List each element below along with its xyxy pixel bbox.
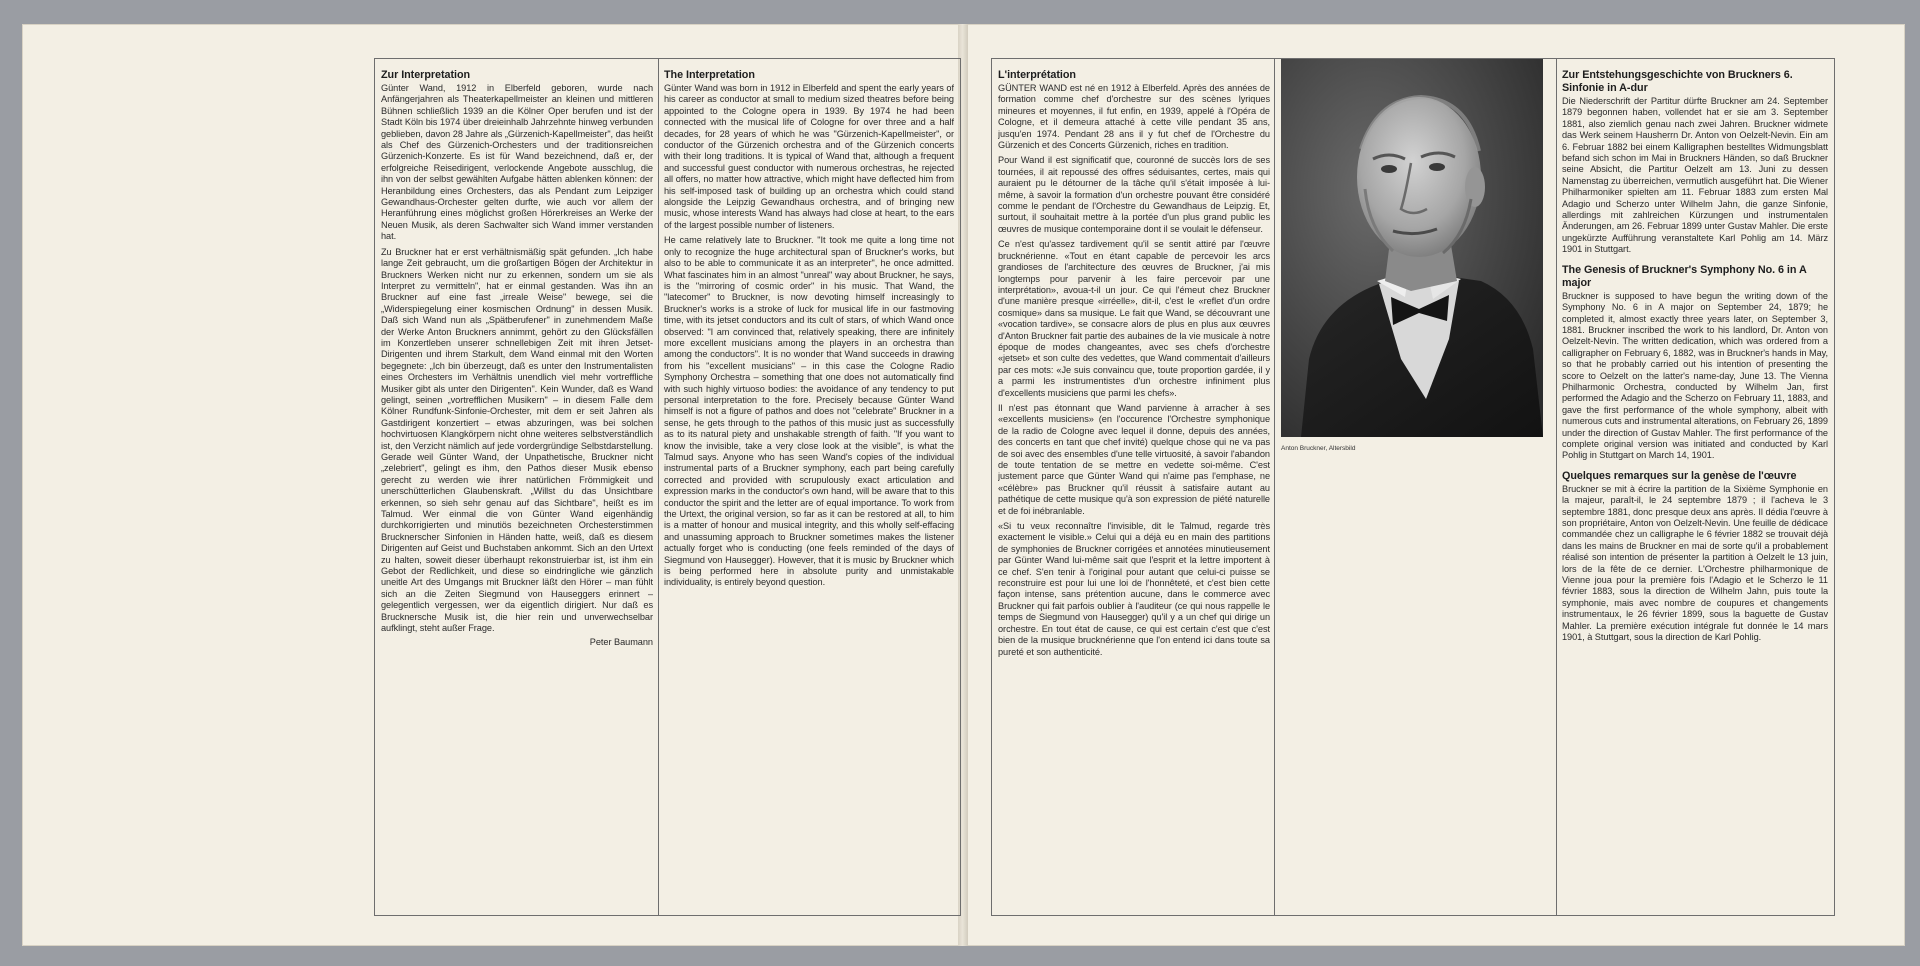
paragraph: Günter Wand, 1912 in Elberfeld geboren, wurde nach Anfängerjahren als Theaterkapellmeister an kleinen und mittleren Bühnen schließlich 1939 an die Kölner Oper berufen und ist der Stadt Köln bis 1974 über dreieinhalb Jahrzehnte hinweg verbunden geblieben, davon 28 Jahre als „Gürzenich-Kapellmeister", das heißt als Chef des Gürzenich-Orchesters und der traditionsreichen Gürzenich-Konzerte. Es ist für Wand bezeichnend, daß er, der erfolgreiche Reisedirigent, verlockende Angebote ausschlug, die ihn von der selbst gewählten Aufgabe hätten ablenken können: der Heranbildung eines Orchesters, das als Pendant zum Leipziger Gewandhaus-Orchester gelten durfte, wie auch vor allem der Heranführung eines möglichst großen Hörerkreises an Werke der Neuen Musik, als deren Sachwalter sich Wand immer verstanden hat.	[381, 83, 653, 242]
paragraph: He came relatively late to Bruckner. "It took me quite a long time not only to recognize the huge architectural span of Bruckner's works, but also to be able to communicate it as an interpreter", he once admitted. What fascinates him in an almost "unreal" way about Bruckner, he says, is the "mirroring of cosmic order" in his music. That Wand, the "latecomer" to Bruckner, is now devoting himself increasingly to Bruckner's works is a stroke of luck for musical life in our fastmoving time, with its jetset conductors and its cult of stars, of which Wand once observed: "I am convinced that, relatively speaking, there are infinitely more excellent musicians among the players in an orchestra than among the conductors". It is no wonder that Wand succeeds in drawing from his "excellent musicians" – in this case the Cologne Radio Symphony Orchestra – something that one does not automatically find with such highly virtuoso bodies: the avoidance of any tendency to put personal interpretation to the fore. Precisely because Günter Wand himself is not a figure of pathos and does not "celebrate" Bruckner in a sense, he gets through to the pathos of this music just as successfully as to its natural piety and unshakable strength of faith. "If you want to know the invisible, take a very close look at the visible", is what the Talmud says. Anyone who has seen Wand's copies of the individual instrumental parts of a Bruckner symphony, each part being carefully corrected and provided with scrupulously exact articulation and expression marks in the conductor's own hand, will be aware that to this conductor the spirit and the letter are of equal importance. To work from the Urtext, the original version, so far as it can be restored at all, to him is a matter of honour and musical integrity, and this wholly self-effacing and unassuming approach to Bruckner sometimes makes the listener actually forget who is conducting (one feels reminded of the days of Siegmund von Hausegger). However, that it is music by Bruckner which is being performed here in absolute purity and unmistakable individuality, is entirely beyond question.	[664, 235, 954, 588]
photo-column	[1275, 59, 1556, 915]
section-title: Zur Interpretation	[381, 69, 471, 81]
portrait-illustration	[1281, 59, 1543, 437]
paragraph: Günter Wand was born in 1912 in Elberfeld and spent the early years of his career as conductor at small to medium sized theatres before being appointed to the Cologne opera in 1939. By 1974 he had been connected with the musical life of Cologne for over three and a half decades, for 28 years of which he was "Gürzenich-Kapellmeister", or conductor of the Gürzenich orchestra and of the Gürzenich concerts with their long traditions. It is typical of Wand that, although a frequent and successful guest conductor with numerous orchestras, he rejected all offers, no matter how attractive, which might have deflected him from his self-imposed task of building up an orchestra which could stand alongside the Leipzig Gewandhaus orchestra, and of bringing new music, whose interests Wand has always had close at heart, to the ears of the largest possible number of listeners.	[664, 83, 954, 230]
column-divider	[658, 59, 659, 915]
section-title-genesis-de: Zur Entstehungsgeschichte von Bruckners 6. Sinfonie in A-dur	[1562, 69, 1793, 94]
section-title: L'interprétation	[998, 69, 1076, 81]
column-genesis	[1562, 69, 1828, 909]
section-title: The Interpretation	[664, 69, 755, 81]
left-text-frame	[374, 58, 961, 916]
right-text-frame	[991, 58, 1835, 916]
column-french-interpretation	[998, 69, 1270, 909]
paragraph: Ce n'est qu'assez tardivement qu'il se sentit attiré par l'œuvre brucknérienne. «Tout en étant capable de percevoir les arcs grandioses de l'architecture des œuvres de Bruckner, j'ai mis longtemps pour parvenir à les faire percevoir par une interprétation», avoua-t-il un jour. Ce qui l'émeut chez Bruckner d'une manière presque «irréelle», dit-il, c'est le «reflet d'un ordre cosmique» dans sa musique. Le fait que Wand, se découvrant une «vocation tardive», se consacre alors de plus en plus aux œuvres d'Anton Bruckner fait partie des aubaines de la vie musicale à notre époque de modes changeantes, avec ses chefs d'orchestre «jetset» et son culte des vedettes, que Wand commentait d'ailleurs par ces mots: «Je suis convaincu que, toute proportion gardée, il y a parmi les instrumentistes d'un orchestre infiniment plus d'excellents musiciens que parmi les chefs».	[998, 239, 1270, 398]
column-english-interpretation	[664, 69, 954, 909]
paragraph: GÜNTER WAND est né en 1912 à Elberfeld. Après des années de formation comme chef d'orchestre sur des scènes lyriques mineures et moyennes, il fut enfin, en 1939, appelé à l'Opéra de Cologne, et il demeura attaché à cette ville pendant 35 ans, jusqu'en 1974. Pendant 28 ans il y fut chef de l'Orchestre du Gürzenich et des Concerts Gürzenich, riches en tradition.	[998, 83, 1270, 151]
section-title-genesis-fr: Quelques remarques sur la genèse de l'œuvre	[1562, 469, 1797, 482]
paragraph: Bruckner is supposed to have begun the writing down of the Symphony No. 6 in A major on September 24, 1879; he completed it, almost exactly three years later, on September 3, 1881. Bruckner inscribed the work to his landlord, Dr. Anton von Oelzelt-Nevin. The written dedication, which was ordered from a calligrapher on February 6, 1882, was in Bruckner's hands in May, so that he probably carried out his intention of presenting the score to Oelzelt on the latter's name-day, June 13. The Vienna Philharmonic Orchestra, conducted by Wilhelm Jan, first performed the Adagio and the Scherzo on February 11, 1883, and gave the first performance of the whole symphony, albeit with numerous cuts and instrumental alterations, on February 26, 1899 under the direction of Gustav Mahler. The first performance of the complete original version was initiated and conducted by Karl Pohlig in Stuttgart on March 14, 1901.	[1562, 290, 1828, 461]
section-title-genesis-en: The Genesis of Bruckner's Symphony No. 6 in A major	[1562, 263, 1807, 289]
photo-caption: Anton Bruckner, Altersbild	[1281, 445, 1356, 452]
paragraph: Pour Wand il est significatif que, couronné de succès lors de ses tournées, il ait repoussé des offres séduisantes, certes, mais qui auraient pu le détourner de la tâche qu'il s'était imposée à lui-même, à savoir la formation d'un orchestre pouvant être considéré comme le pendant de l'Orchestre du Gewandhaus de Leipzig. Et, surtout, il souhaitait mettre à la portée d'un plus grand public les œuvres de musique contemporaine dont il se voulait le défenseur.	[998, 155, 1270, 234]
column-german-interpretation	[381, 69, 653, 909]
paragraph: Zu Bruckner hat er erst verhältnismäßig spät gefunden. „Ich habe lange Zeit gebraucht, um die großartigen Bögen der Architektur in Bruckners Werken nicht nur zu erkennen, sondern um sie als Interpret zu vermitteln", hat er einmal gestanden. Was ihn an Bruckner auf eine fast „irreale Weise" bewege, sei die „Widerspiegelung einer kosmischen Ordnung" in dessen Musik. Daß sich Wand nun als „Spätberufener" in zunehmendem Maße der Werke Anton Bruckners annimmt, gehört zu den Glücksfällen im Konzertleben unserer schnellebigen Zeit mit ihren Jetset-Dirigenten und ihrem Starkult, dem Wand einmal mit den Worten begegnete: „Ich bin überzeugt, daß es unter den Instrumentalisten eines Orchesters im Verhältnis unendlich viel mehr vortreffliche Musiker gibt als unter den Dirigenten". Kein Wunder, daß es Wand gelingt, seinen „vortrefflichen Musikern" – in diesem Falle dem Kölner Rundfunk-Sinfonie-Orchester, mit dem er seit Jahren als Gastdirigent konzertiert – etwas abzuringen, was bei solchen hochvirtuosen Klangkörpern nicht ohne weiteres selbstverständlich ist, den Verzicht nämlich auf jede vordergründige Selbstdarstellung. Gerade weil Günter Wand, der Unpathetische, Bruckner nicht „zelebriert", gelingt es ihm, den Pathos dieser Musik ebenso gerecht zu werden wie ihrer natürlichen Frömmigkeit und unerschütterlichen Glaubenskraft. „Willst du das Unsichtbare erkennen, so sieh sehr genau auf das Sichtbare", heißt es im Talmud. Wer einmal die von Günter Wand eigenhändig durchkorrigierten und minutiös bezeichneten Orchesterstimmen Brucknerscher Sinfonien in Händen hatte, weiß, daß es diesem Dirigenten auf Geist und Buchstaben ankommt. Sich an den Urtext zu halten, soweit dieser überhaupt rekonstruierbar ist, ist ihm ein Gebot der Redlichkeit, und diese so eindringliche wie gänzlich uneitle Art des Umgangs mit Bruckner läßt den Hörer – man fühlt sich an die Zeiten Siegmund von Hauseggers erinnert – gelegentlich vergessen, wer da eigentlich dirigiert. Nur daß es Brucknersche Musik ist, die hier rein und unverwechselbar aufklingt, steht außer Frage.	[381, 246, 653, 634]
bruckner-portrait-photo	[1281, 59, 1543, 437]
paragraph: «Si tu veux reconnaître l'invisible, dit le Talmud, regarde très exactement le visible.» Celui qui a déjà eu en main des partitions de symphonies de Bruckner corrigées et annotées minutieusement par Günter Wand lui-même sait que l'esprit et la lettre importent à ce chef. S'en tenir à l'original pour autant que celui-ci puisse se reconstruire est pour lui une loi de l'honnêteté, et c'est bien cette façon intense, sans prétention aucune, dans le commerce avec Bruckner qui fait parfois oublier à l'auditeur (ce qui nous rappelle le temps de Siegmund von Hausegger) qu'il y a un chef qui dirige un orchestre. En tout état de cause, ce qui est certain c'est que c'est bien de la musique brucknérienne que l'on entend ici dans toute sa pureté et son authenticité.	[998, 521, 1270, 657]
paragraph: Die Niederschrift der Partitur dürfte Bruckner am 24. September 1879 begonnen haben, vollendet hat er sie am 3. September 1881, also ziemlich genau nach zwei Jahren. Bruckner widmete das Werk seinem Hausherrn Dr. Anton von Oelzelt-Nevin. Ein am 6. Februar 1882 bei einem Kalligraphen bestelltes Widmungsblatt befand sich schon im Mai in Bruckners Händen, so daß Bruckner seine Absicht, die Partitur Oelzelt am 13. Juni zu dessen Namenstag zu überreichen, vermutlich ausgeführt hat. Die Wiener Philharmoniker spielten am 11. Februar 1883 zum ersten Mal Adagio und Scherzo unter Wilhelm Jahn, die ganze Sinfonie, allerdings mit zahlreichen Kürzungen und instrumentalen Änderungen, am 26. Februar 1899 unter Gustav Mahler. Die erste ungekürzte Aufführung veranstaltete Karl Pohlig am 14. März 1901 in Stuttgart.	[1562, 96, 1828, 255]
paragraph: Il n'est pas étonnant que Wand parvienne à arracher à ses «excellents musiciens» (en l'occurence l'Orchestre symphonique de la radio de Cologne avec lequel il donne, depuis des années, des concerts en tant que chef invité) quelque chose qui ne va pas de soi avec des ensembles d'une telle virtuosité, à savoir l'abandon de toute tentation de se mettre en vedette soi-même. C'est justement parce que Günter Wand qui n'aime pas l'emphase, ne «célèbre» pas Bruckner qu'il réussit à satisfaire autant au pathétique de cette musique qu'à son expression de piété naturelle et de foi inébranlable.	[998, 402, 1270, 516]
author-signature: Peter Baumann	[589, 636, 653, 647]
column-divider	[1556, 59, 1557, 915]
paragraph: Bruckner se mit à écrire la partition de la Sixième Symphonie en la majeur, paraît-il, le 24 septembre 1879 ; il l'acheva le 3 septembre 1881, donc presque deux ans après. Il dédia l'œuvre à son propriétaire, Anton von Oelzelt-Nevin. Une feuille de dédicace commandée chez un calligraphe le 6 février 1882 se trouvait déjà dans les mains de Bruckner en mai de sorte qu'il a probablement réalisé son intention de présenter la partition à Oelzelt le 13 juin, lors de la fête de ce dernier. L'Orchestre philharmonique de Vienne joua pour la première fois l'Adagio et le Scherzo le 11 février 1883, sous la direction de Wilhelm Jahn, puis toute la symphonie, mais avec nombre de coupures et changements instrumentaux, le 26 février 1899, sous la baguette de Gustav Mahler. La première exécution intégrale fut donnée le 14 mars 1901, à Stuttgart, sous la direction de Karl Pohlig.	[1562, 483, 1828, 643]
